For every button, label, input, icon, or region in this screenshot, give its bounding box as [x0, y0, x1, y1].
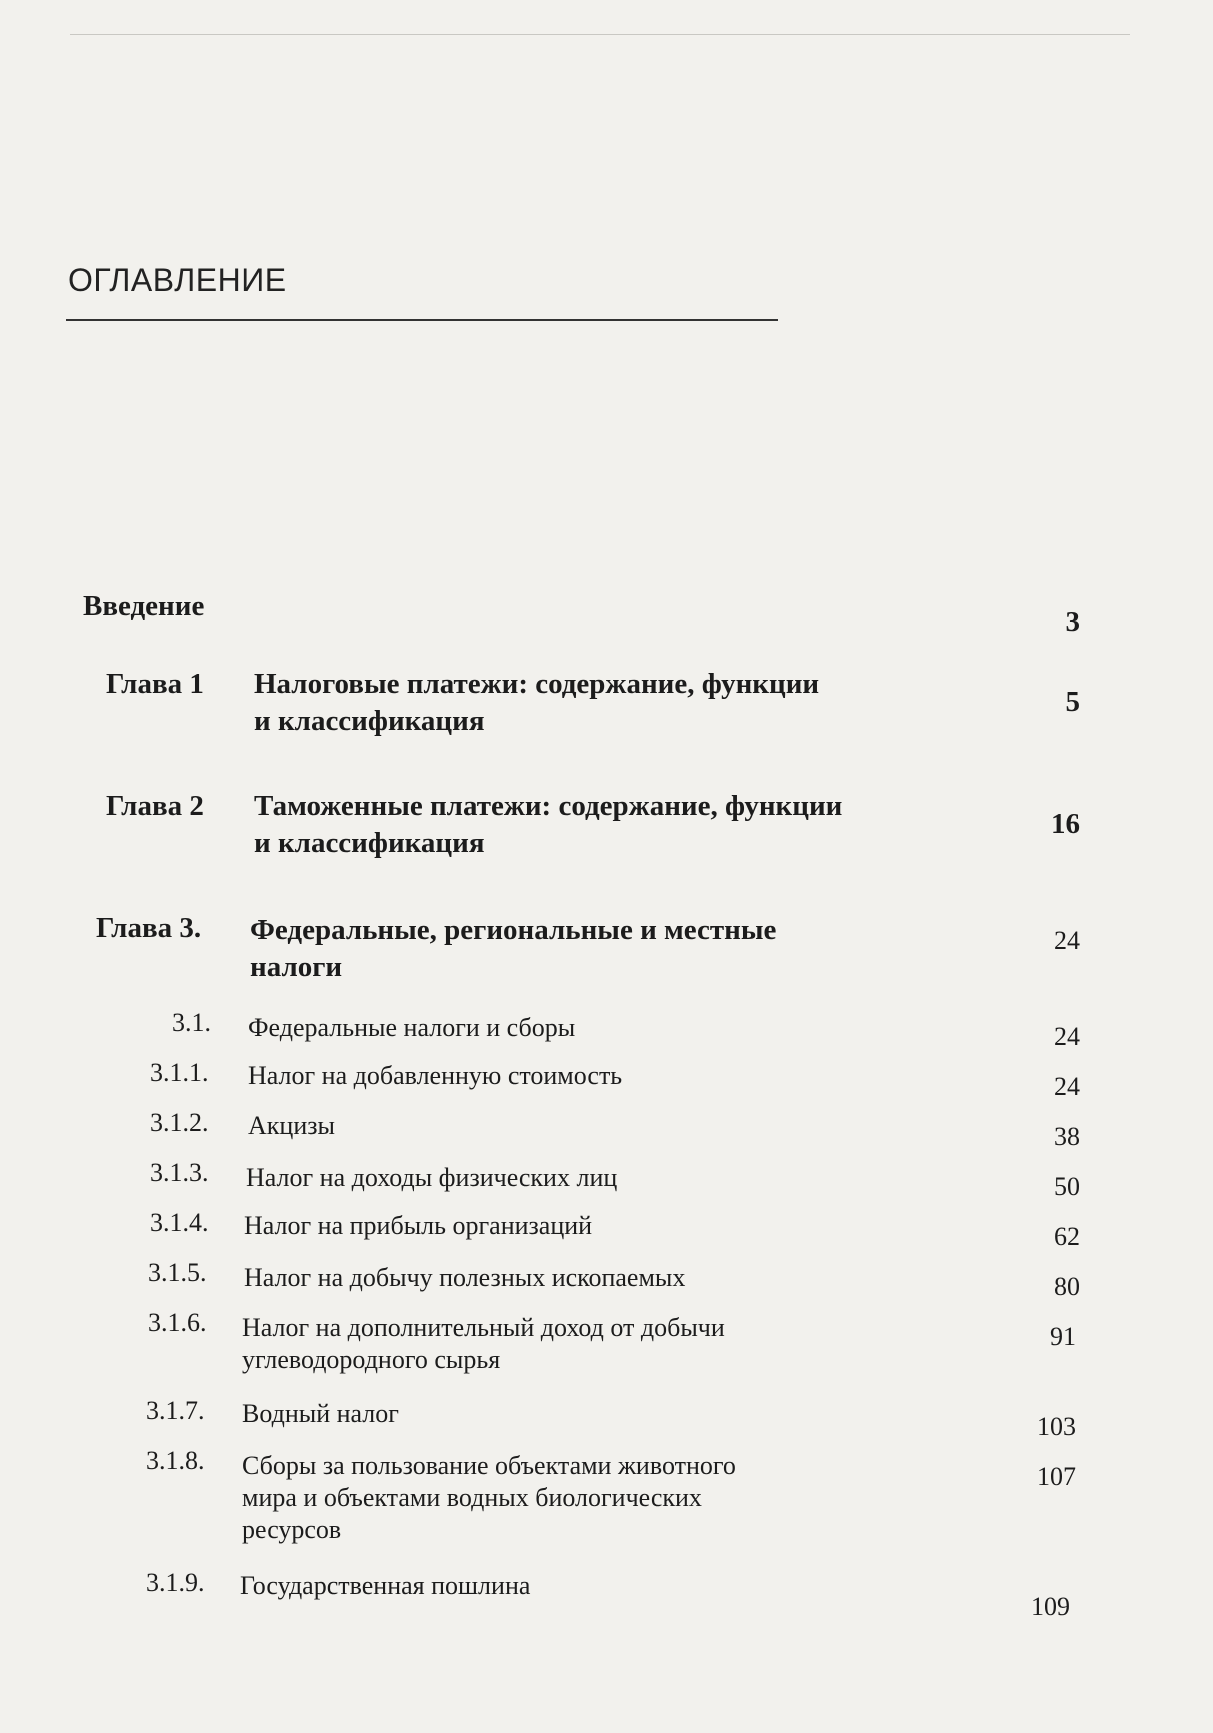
section-page: 103 — [1037, 1412, 1076, 1441]
chapter-page: 5 — [1065, 686, 1080, 718]
section-title: Акцизы — [248, 1111, 335, 1140]
section-number: 3.1.9. — [146, 1568, 205, 1597]
section-page: 38 — [1054, 1122, 1080, 1151]
section-page: 50 — [1054, 1172, 1080, 1201]
section-title: Федеральные налоги и сборы — [248, 1013, 576, 1042]
section-number: 3.1.5. — [148, 1258, 207, 1287]
section-title: Водный налог — [242, 1399, 399, 1428]
chapter-number: Глава 2 — [106, 790, 204, 822]
section-number: 3.1.6. — [148, 1308, 207, 1337]
chapter-title-line1: Федеральные, региональные и местные — [250, 914, 777, 946]
section-number: 3.1. — [172, 1008, 211, 1037]
section-number: 3.1.3. — [150, 1158, 209, 1187]
chapter-number: Глава 1 — [106, 668, 204, 700]
section-title-line3: ресурсов — [242, 1515, 342, 1544]
section-page: 91 — [1050, 1322, 1076, 1351]
section-title: Налог на добавленную стоимость — [248, 1061, 623, 1090]
section-number: 3.1.1. — [150, 1058, 209, 1087]
section-page: 24 — [1054, 1022, 1080, 1051]
section-title: Налог на добычу полезных ископаемых — [244, 1263, 686, 1292]
section-title: Налог на доходы физических лиц — [246, 1163, 618, 1192]
section-title-line2: углеводородного сырья — [242, 1345, 501, 1374]
page-title: ОГЛАВЛЕНИЕ — [68, 262, 287, 298]
top-rule — [70, 34, 1130, 35]
section-number: 3.1.4. — [150, 1208, 209, 1237]
chapter-title-line1: Налоговые платежи: содержание, функции — [254, 668, 820, 700]
toc-intro-page: 3 — [1065, 606, 1080, 638]
section-page: 107 — [1037, 1462, 1076, 1491]
chapter-page: 16 — [1051, 808, 1080, 840]
chapter-title-line2: и классификация — [254, 827, 485, 859]
chapter-title-line2: и классификация — [254, 705, 485, 737]
chapter-page: 24 — [1054, 926, 1080, 955]
chapter-title-line1: Таможенные платежи: содержание, функции — [254, 790, 843, 822]
section-page: 24 — [1054, 1072, 1080, 1101]
section-number: 3.1.8. — [146, 1446, 205, 1475]
chapter-title-line2: налоги — [250, 951, 343, 983]
section-title: Налог на дополнительный доход от добычи — [242, 1313, 725, 1342]
section-page: 109 — [1031, 1592, 1070, 1621]
section-number: 3.1.2. — [150, 1108, 209, 1137]
section-page: 80 — [1054, 1272, 1080, 1301]
section-title: Сборы за пользование объектами животного — [242, 1451, 736, 1480]
toc-intro-label: Введение — [83, 590, 205, 622]
section-title-line2: мира и объектами водных биологических — [242, 1483, 702, 1512]
section-number: 3.1.7. — [146, 1396, 205, 1425]
section-title: Государственная пошлина — [240, 1571, 531, 1600]
title-underline — [66, 319, 778, 321]
section-page: 62 — [1054, 1222, 1080, 1251]
chapter-number: Глава 3. — [96, 912, 202, 944]
section-title: Налог на прибыль организаций — [244, 1211, 593, 1240]
bleed-through — [875, 88, 877, 89]
